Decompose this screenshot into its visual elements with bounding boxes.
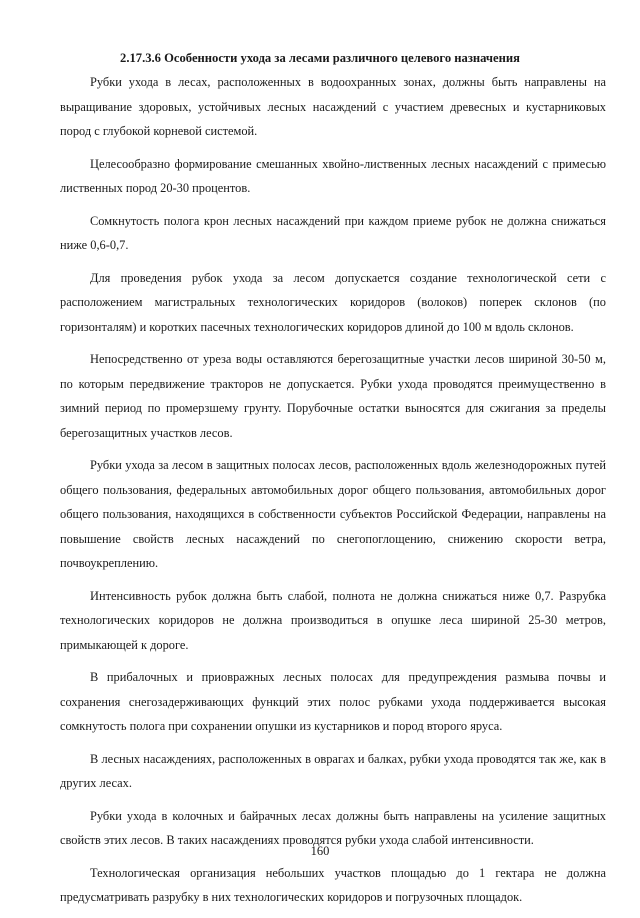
paragraph-6: Рубки ухода за лесом в защитных полосах лесов, расположенных вдоль железнодорожных путей общего пользования, федеральных автомобильных дорог общего пользования, автомобильных дорог общего пользования, находящихся в собственности субъектов Российской Федерации, направлены на повышение свойств лесных насаждений по снегопоглощению, снижению скорости ветра, почвоукреплению.	[60, 458, 606, 570]
paragraph-5: Непосредственно от уреза воды оставляются берегозащитные участки лесов шириной 30-50 м, по которым передвижение тракторов не допускается. Рубки ухода проводятся преимущественно в зимний период по промерзшему грунту. Порубочные остатки выносятся для сжигания за пределы берегозащитных участков лесов.	[60, 352, 606, 440]
paragraph-3: Сомкнутость полога крон лесных насаждений при каждом приеме рубок не должна снижаться ниже 0,6-0,7.	[60, 213, 606, 252]
paragraph-8: В прибалочных и приовражных лесных полосах для предупреждения размыва почвы и сохранения снегозадерживающих функций этих полос рубками ухода поддерживается высокая сомкнутость полога при сохранении опушки из кустарников и пород второго яруса.	[60, 670, 606, 733]
body-text	[60, 70, 606, 918]
paragraph-9: В лесных насаждениях, расположенных в оврагах и балках, рубки ухода проводятся так же, как в других лесах.	[60, 751, 606, 790]
paragraph-11: Технологическая организация небольших участков площадью до 1 гектара не должна предусматривать разрубку в них технологических коридоров и погрузочных площадок.	[60, 865, 606, 904]
section-title: 2.17.3.6 Особенности ухода за лесами различного целевого назначения	[120, 51, 520, 65]
page-number: 160	[310, 844, 330, 858]
paragraph-2: Целесообразно формирование смешанных хвойно-лиственных лесных насаждений с примесью лиственных пород 20-30 процентов.	[60, 156, 606, 195]
paragraph-1: Рубки ухода в лесах, расположенных в водоохранных зонах, должны быть направлены на выращивание здоровых, устойчивых лесных насаждений с участием древесных и кустарниковых пород с глубокой корневой системой.	[60, 75, 606, 138]
paragraph-4: Для проведения рубок ухода за лесом допускается создание технологической сети с расположением магистральных технологических коридоров (волоков) поперек склонов (по горизонталям) и коротких пасечных технологических коридоров длиной до 100 м вдоль склонов.	[60, 270, 606, 334]
paragraph-7: Интенсивность рубок должна быть слабой, полнота не должна снижаться ниже 0,7. Разрубка технологических коридоров не должна производиться в опушке леса шириной 25-30 метров, примыкающей к дороге.	[60, 588, 606, 652]
paragraph-10: Рубки ухода в колочных и байрачных лесах должны быть направлены на усиление защитных свойств этих лесов. В таких насаждениях проводятся рубки ухода слабой интенсивности.	[60, 808, 606, 847]
